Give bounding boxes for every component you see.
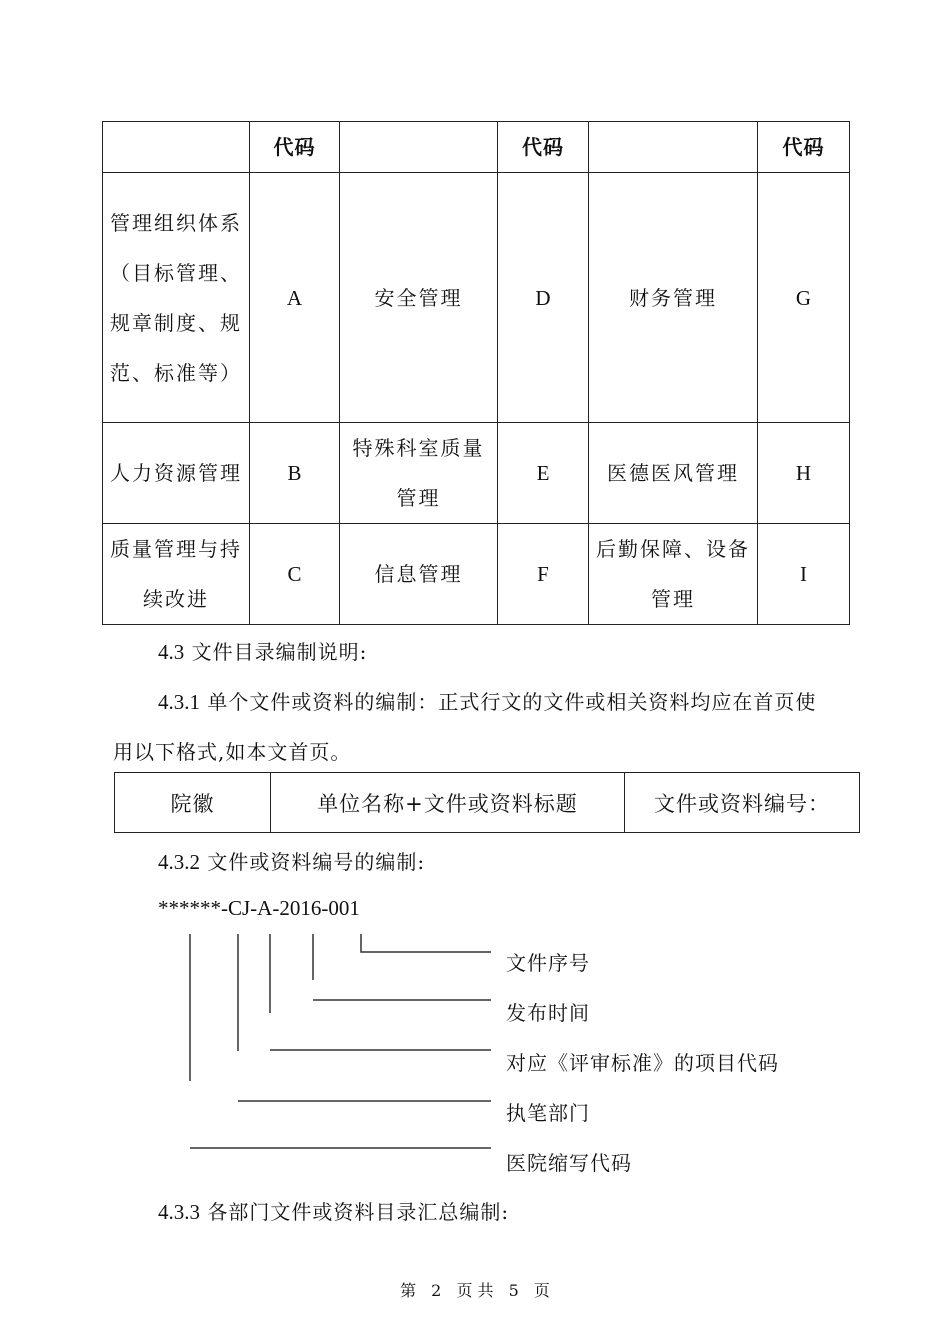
page-footer (0, 1278, 950, 1301)
section-title: 文件目录编制说明: (191, 640, 368, 664)
code-cell: H (758, 423, 850, 524)
header-cell: 代码 (250, 122, 340, 173)
section-number: 4.3.3 (158, 1200, 200, 1224)
footer-middle: 页 共 (456, 1281, 494, 1300)
code-cell: B (250, 423, 340, 524)
connector-serial (361, 934, 491, 952)
header-cell: 代码 (758, 122, 850, 173)
header-cell: 代码 (498, 122, 589, 173)
section-4-3-1-line2: 用以下格式,如本文首页。 (113, 740, 352, 764)
connector-department (238, 934, 491, 1101)
section-4-3-3-heading (158, 1196, 509, 1225)
code-part-label: 医院缩写代码 (506, 1151, 632, 1175)
code-cell: I (758, 524, 850, 625)
format-cell-title: 单位名称+文件或资料标题 (271, 773, 625, 833)
code-cell: E (498, 423, 589, 524)
category-cell: 特殊科室质量管理 (340, 423, 498, 524)
section-number: 4.3 (158, 640, 185, 664)
section-number: 4.3.1 (158, 690, 200, 714)
category-cell: 管理组织体系（目标管理、规章制度、规范、标准等） (103, 173, 250, 423)
section-title: 各部门文件或资料目录汇总编制: (207, 1200, 510, 1224)
category-cell: 医德医风管理 (589, 423, 758, 524)
code-cell: G (758, 173, 850, 423)
code-part-label: 文件序号 (506, 951, 590, 975)
footer-total-pages: 5 (508, 1281, 519, 1300)
code-cell: A (250, 173, 340, 423)
code-part-label: 对应《评审标准》的项目代码 (506, 1051, 779, 1075)
category-cell: 财务管理 (589, 173, 758, 423)
format-cell-emblem: 院徽 (115, 773, 271, 833)
code-example: ******-CJ-A-2016-001 (158, 896, 360, 920)
footer-page-number: 2 (431, 1281, 442, 1300)
connector-date (313, 934, 491, 1000)
category-cell: 信息管理 (340, 524, 498, 625)
category-cell: 人力资源管理 (103, 423, 250, 524)
category-cell: 质量管理与持续改进 (103, 524, 250, 625)
section-text: 单个文件或资料的编制：正式行文的文件或相关资料均应在首页使 (207, 690, 817, 714)
category-cell: 安全管理 (340, 173, 498, 423)
section-number: 4.3.2 (158, 850, 200, 874)
code-cell: D (498, 173, 589, 423)
connector-hospital (190, 934, 491, 1148)
section-title: 文件或资料编号的编制: (207, 850, 426, 874)
code-cell: F (498, 524, 589, 625)
code-cell: C (250, 524, 340, 625)
footer-suffix: 页 (533, 1281, 550, 1300)
code-part-label: 发布时间 (506, 1001, 590, 1025)
footer-prefix: 第 (400, 1281, 417, 1300)
code-part-label: 执笔部门 (506, 1101, 590, 1125)
format-cell-number: 文件或资料编号： (625, 773, 860, 833)
category-cell: 后勤保障、设备管理 (589, 524, 758, 625)
